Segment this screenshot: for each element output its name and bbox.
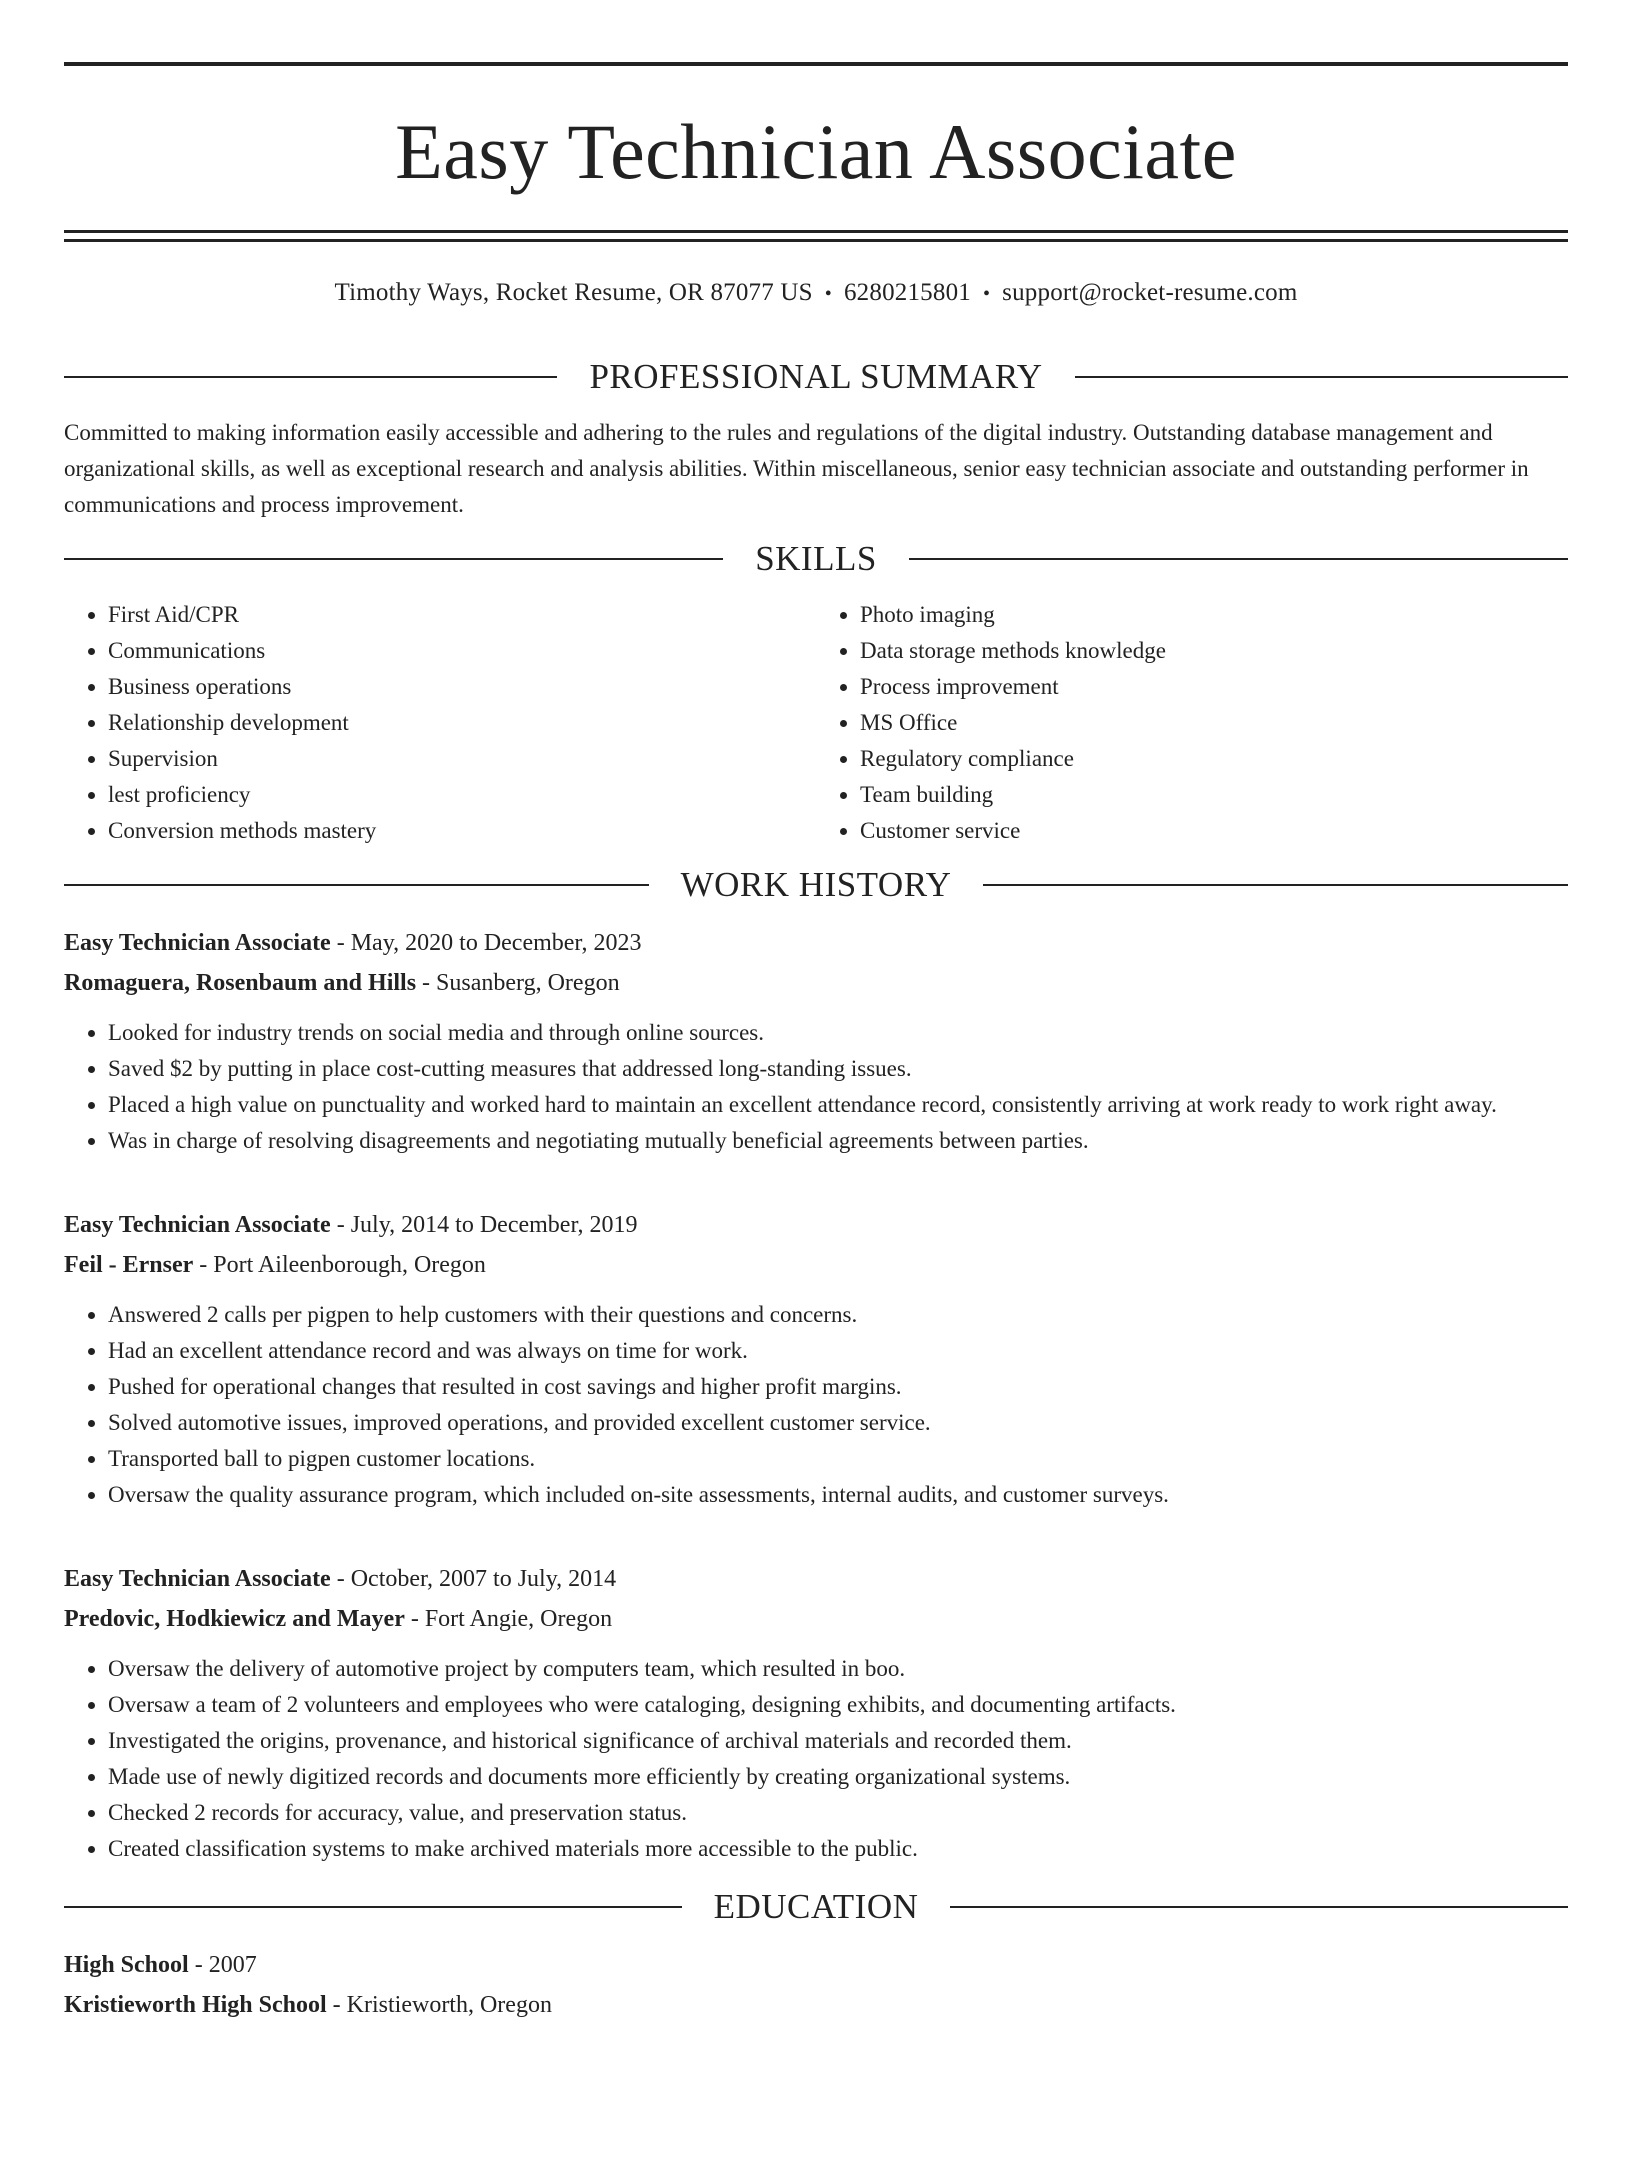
section-rule bbox=[64, 884, 649, 886]
skill-item: • Customer service bbox=[860, 813, 1568, 849]
summary-text: Committed to making information easily accessible and adhering to the rules and regulations of the digital industry. Outstanding database management and organizational skills, as well as exceptional research and analysis abilities. Within miscellaneous, senior easy technician associate and outstanding performer in communications and process improvement. bbox=[64, 420, 1529, 517]
resume-title: Easy Technician Associate bbox=[395, 108, 1237, 195]
job-bullet: • Had an excellent attendance record and was always on time for work. bbox=[108, 1333, 1568, 1369]
skill-item: • Relationship development bbox=[108, 705, 816, 741]
skill-item: • Regulatory compliance bbox=[860, 741, 1568, 777]
job-location: - Susanberg, Oregon bbox=[416, 970, 620, 996]
job-bullet: • Checked 2 records for accuracy, value, and preservation status. bbox=[108, 1795, 1568, 1831]
job-location: - Fort Angie, Oregon bbox=[404, 1606, 613, 1632]
job-company: Predovic, Hodkiewicz and Mayer bbox=[64, 1606, 405, 1632]
job-bullets bbox=[64, 1015, 1568, 1159]
job-bullet: • Made use of newly digitized records and documents more efficiently by creating organizational systems. bbox=[108, 1759, 1568, 1795]
skills-heading: SKILLS bbox=[755, 539, 877, 578]
job-company: Romaguera, Rosenbaum and Hills bbox=[64, 970, 417, 996]
job-bullet: • Oversaw a team of 2 volunteers and employees who were cataloging, designing exhibits, and documenting artifacts. bbox=[108, 1687, 1568, 1723]
skill-item: • lest proficiency bbox=[108, 777, 816, 813]
skill-item: • Team building bbox=[860, 777, 1568, 813]
skill-item: • First Aid/CPR bbox=[108, 597, 816, 633]
work-section-header bbox=[64, 863, 1568, 907]
job-entry bbox=[64, 1205, 1568, 1513]
job-location: - Port Aileenborough, Oregon bbox=[193, 1252, 486, 1278]
job-title-line bbox=[64, 1205, 1568, 1245]
job-dates: - July, 2014 to December, 2019 bbox=[330, 1212, 638, 1238]
job-bullet: • Answered 2 calls per pigpen to help customers with their questions and concerns. bbox=[108, 1297, 1568, 1333]
job-bullet: • Oversaw the delivery of automotive project by computers team, which resulted in boo. bbox=[108, 1651, 1568, 1687]
job-dates: - May, 2020 to December, 2023 bbox=[330, 930, 642, 956]
section-rule bbox=[983, 884, 1568, 886]
education-school: Kristieworth High School bbox=[64, 1992, 327, 2018]
skills-column-right bbox=[816, 597, 1568, 849]
job-entry bbox=[64, 1559, 1568, 1867]
job-bullet: • Solved automotive issues, improved operations, and provided excellent customer service. bbox=[108, 1405, 1568, 1441]
job-company-line bbox=[64, 963, 1568, 1003]
contact-separator: • bbox=[982, 283, 991, 305]
section-rule bbox=[950, 1906, 1568, 1908]
job-bullet: • Oversaw the quality assurance program, which included on-site assessments, internal audits, and customer surveys. bbox=[108, 1477, 1568, 1513]
job-bullet: • Was in charge of resolving disagreements and negotiating mutually beneficial agreements between parties. bbox=[108, 1123, 1568, 1159]
job-bullet: • Looked for industry trends on social media and through online sources. bbox=[108, 1015, 1568, 1051]
skill-item: • Photo imaging bbox=[860, 597, 1568, 633]
education-school-line bbox=[64, 1985, 1568, 2025]
skill-item: • Process improvement bbox=[860, 669, 1568, 705]
work-heading: WORK HISTORY bbox=[680, 865, 952, 904]
education-degree: High School bbox=[64, 1952, 189, 1978]
education-entry bbox=[64, 1945, 1568, 2025]
section-rule bbox=[1075, 376, 1568, 378]
job-title-line bbox=[64, 1559, 1568, 1599]
job-bullets bbox=[64, 1651, 1568, 1867]
skill-item: • Conversion methods mastery bbox=[108, 813, 816, 849]
job-title: Easy Technician Associate bbox=[64, 1566, 331, 1592]
job-bullet: • Pushed for operational changes that resulted in cost savings and higher profit margins. bbox=[108, 1369, 1568, 1405]
skills-section-header bbox=[64, 537, 1568, 581]
contact-separator: • bbox=[824, 283, 832, 305]
job-title: Easy Technician Associate bbox=[64, 1212, 331, 1238]
education-degree-line bbox=[64, 1945, 1568, 1985]
contact-email: support@rocket-resume.com bbox=[1002, 279, 1298, 306]
education-location: - Kristieworth, Oregon bbox=[326, 1992, 552, 2018]
job-company-line bbox=[64, 1599, 1568, 1639]
education-section-header bbox=[64, 1885, 1568, 1929]
job-bullets bbox=[64, 1297, 1568, 1513]
skill-item: • Supervision bbox=[108, 741, 816, 777]
contact-line bbox=[64, 276, 1568, 311]
section-rule bbox=[64, 1906, 682, 1908]
job-entry bbox=[64, 923, 1568, 1159]
summary-section-header bbox=[64, 355, 1568, 399]
education-year: - 2007 bbox=[188, 1952, 257, 1978]
summary-heading: PROFESSIONAL SUMMARY bbox=[589, 357, 1043, 396]
skill-item: • MS Office bbox=[860, 705, 1568, 741]
job-bullet: • Placed a high value on punctuality and worked hard to maintain an excellent attendance record, consistently arriving at work ready to work right away. bbox=[108, 1087, 1568, 1123]
skill-item: • Business operations bbox=[108, 669, 816, 705]
job-dates: - October, 2007 to July, 2014 bbox=[330, 1566, 617, 1592]
contact-address: Timothy Ways, Rocket Resume, OR 87077 US bbox=[334, 279, 813, 306]
skills-list bbox=[64, 597, 1568, 849]
section-rule bbox=[64, 558, 723, 560]
skill-item: • Data storage methods knowledge bbox=[860, 633, 1568, 669]
section-rule bbox=[909, 558, 1568, 560]
job-title: Easy Technician Associate bbox=[64, 930, 331, 956]
job-bullet: • Created classification systems to make archived materials more accessible to the public. bbox=[108, 1831, 1568, 1867]
job-title-line bbox=[64, 923, 1568, 963]
skills-column-left bbox=[64, 597, 816, 849]
title-double-rule bbox=[64, 230, 1568, 242]
job-company: Feil - Ernser bbox=[64, 1252, 194, 1278]
skill-item: • Communications bbox=[108, 633, 816, 669]
education-heading: EDUCATION bbox=[713, 1887, 919, 1926]
job-bullet: • Transported ball to pigpen customer locations. bbox=[108, 1441, 1568, 1477]
job-company-line bbox=[64, 1245, 1568, 1285]
contact-phone: 6280215801 bbox=[843, 279, 971, 306]
job-bullet: • Saved $2 by putting in place cost-cutting measures that addressed long-standing issues. bbox=[108, 1051, 1568, 1087]
job-bullet: • Investigated the origins, provenance, and historical significance of archival materials and recorded them. bbox=[108, 1723, 1568, 1759]
section-rule bbox=[64, 376, 557, 378]
resume-page bbox=[0, 62, 1632, 2174]
